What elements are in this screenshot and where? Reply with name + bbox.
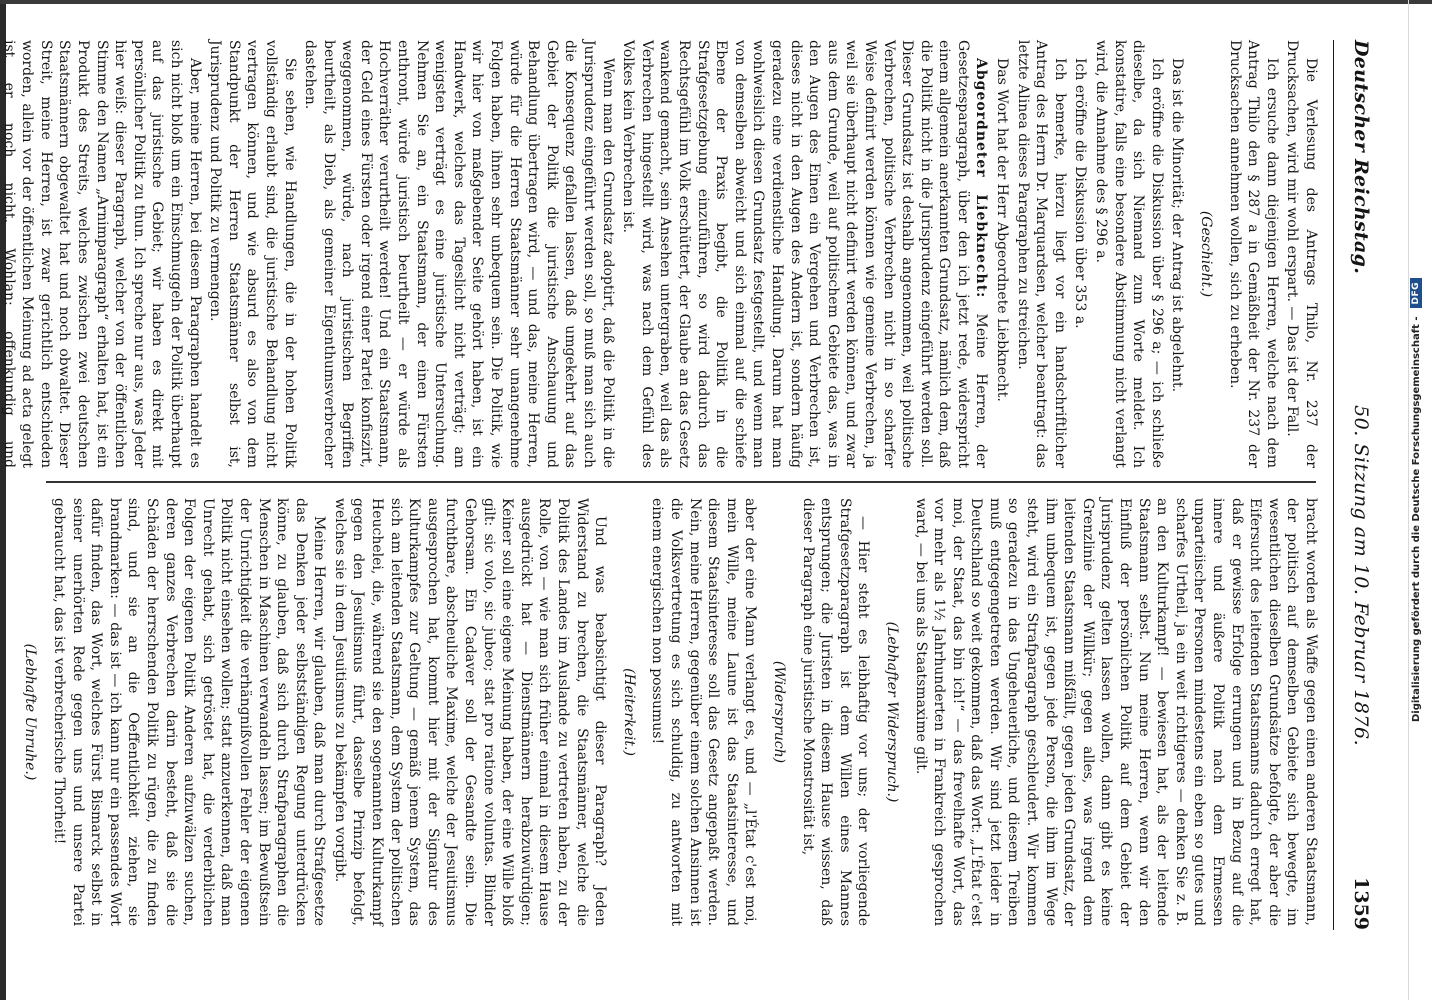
paragraph: Meine Herren, wir glauben, daß man durch Strafgesetze das Denken jeder selbstständigen Regung unterdrücken könne, zu glauben, daß sich durch Strafparagraphen die Menschen in Maschinen verwandeln lassen; im Bewußtsein der Unrichtigkeit die verhängnißvollen Fehler der eigenen Politik nicht einsehen wollen; statt anzuerkennen, daß man Unrecht gehabt, sich getröstet hat, die verderblichen Folgen der eigenen Politik Anderen aufzuwälzen suchen, deren ganzes Verbrechen darin besteht, daß sie die Schäden der herrschenden Politik zu rügen, die zu finden sind, und sie an die Oeffentlichkeit ziehen, sie brandmarken: — das ist — ich kann nur ein passendes Wort dafür finden, das Wort, welches Fürst Bismarck selbst in seiner unerhörten Rede gegen uns und unsere Partei gebraucht hat, das ist verbrecherische Thorheit!: [51, 498, 328, 926]
paragraph: Aber, meine Herren, bei diesem Paragraphen handelt es sich nicht bloß um ein Einschmuggeln der Politik überhaupt auf das juristische Gebiet; wir haben es direkt mit persönlicher Politik zu thun. Ich spreche nur aus, was Jeder hier weiß: dieser Paragraph, welcher von der öffentlichen Stimme den Namen „Arnimparagraph“ erhalten hat, ist ein Produkt des Streits, welches zwischen zwei deutschen Staatsmännern obgewaltet hat und noch obwaltet. Dieser Streit, meine Herren, ist zwar gerichtlich entschieden worden, allein vor der öffentlichen Meinung ad acta gelegt ist er noch nicht. Wohlan: offenkundig und: [0, 40, 203, 468]
stage-direction: (Widerspruch): [770, 660, 787, 764]
column-divider: [46, 481, 1316, 483]
paragraph: bracht worden als Waffe gegen einen anderen Staatsmann, der politisch auf demselben Gebiete sich bewegte, im wesentlichen dieselben Grundsätze befolgte, der aber die Eifersucht des leitenden Staatsmanns dadurch erregt hat, daß er gewisse Erfolge errungen und in Bezug auf die innere und äußere Politik nach dem Ermessen unparteiischer Personen mindestens ein eben so gutes und scharfes Urtheil, ja ein weit richtigeres — denken Sie z. B. an den Kulturkampf! — bewiesen hat, als der leitende Staatsmann selbst. Nun meine Herren, wenn wir den Einfluß der persönlichen Politik auf dem Gebiet der Jurisprudenz gelten lassen wollen, dann gibt es keine Grenzlinie der Willkür; gegen alles, was irgend dem leitenden Staatsmann mißfällt, gegen jeden Grundsatz, der ihm unbequem ist, gegen jede Person, die ihm im Wege steht, wird ein Strafparagraph geschleudert. Wir kommen so geradezu in das Ungeheuerliche, und diesem Treiben muß entgegengetreten werden. Wir sind jetzt leider in Deutschland so weit gekommen, daß das Wort: „L'État c'est moi, der Staat, das bin ich!“ — das frevelhafte Wort, das vor mehr als 1½ Jahrhunderten in Frankreich gesprochen ward, — bei uns als Staatsmaxime gilt.: [912, 498, 1319, 926]
text-column-left: [0, 40, 1320, 468]
stage-direction: (Lebhafter Widerspruch.): [883, 621, 900, 803]
paragraph: Das ist die Minorität; der Antrag ist abgelehnt.: [1169, 58, 1186, 393]
dfg-logo: DFG: [1410, 278, 1422, 309]
paragraph: Wenn man den Grundsatz adoptirt, daß die Politik in die Jurisprudenz eingeführt werden soll, so muß man sich auch die Konsequenz gefallen lassen, daß umgekehrt auf das Gebiet der Politik die juristische Anschauung und Behandlung übertragen wird, — und das, meine Herren, würde für die Herren Staatsmänner sehr unangenehme Folgen haben, ihnen sehr unbequem sein. Die Politik, wie wir hier von maßgebender Seite gehört haben, ist ein Handwerk, welches das Tageslicht nicht verträgt; am wenigsten verträgt es eine juristische Untersuchung. Nehmen Sie an, ein Staatsmann, der einen Fürsten enthront, würde juristisch beurtheilt — er würde als Hochverräther verurtheilt werden! Und ein Staatsmann, der Geld eines Fürsten oder irgend einer Partei konfiszirt, weggenommen, würde, nach juristischen Begriffen beurtheilt, als Dieb, als gemeiner Eigenthumsverbrecher dastehen.: [302, 40, 616, 468]
speech-text: Meine Herren, der Gesetzesparagraph, über den ich jetzt rede, widerspricht einem allgemein anerkannten Grundsatz, nämlich dem, daß die Politik nicht in die Jurisprudenz eingeführt werden soll. Dieser Grundsatz ist deshalb angenommen, weil politische Verbrechen, politische Verbrechen nicht in so scharfer Weise definirt werden können wie gemeine Verbrechen, ja weil sie überhaupt nicht definirt werden können, und zwar aus dem Grunde, weil auf politischem Gebiete das, was in den Augen des Einen ein Vergehen und Verbrechen ist, dieses nicht in den Augen des Andern ist, sondern häufig geradezu eine verdienstliche Handlung. Darum hat man wohlweislich diesen Grundsatz festgestellt, und wenn man von demselben abweicht und sich einmal auf die schiefe Ebene der Praxis begibt, die Politik in die Strafgesetzgebung einzuführen, so wird dadurch das Rechtsgefühl im Volk erschüttert, der Glaube an das Gesetz wankend gemacht, sein Ansehen untergraben, weil das als Verbrechen hingestellt wird, was nach dem Gefühl des Volkes kein Verbrechen ist.: [620, 40, 990, 468]
paragraph: Ich ersuche dann diejenigen Herren, welche nach dem Antrag Thilo den § 287 a in Gemäßheit der Nr. 237 der Drucksachen annehmen wollen, sich zu erheben.: [1226, 40, 1280, 468]
credit-text: Digitalisierung gefördert durch die Deutsche Forschungsgemeinschaft -: [1410, 316, 1422, 723]
speaker-name: Abgeordneter Liebknecht:: [973, 58, 990, 299]
text-column-right: [22, 498, 1320, 926]
page-edge-right: [1408, 0, 1409, 1000]
paragraph: Die Verlesung des Antrags Thilo, Nr. 237 der Drucksachen, wird mir wohl erspart. — Das ist der Fall.: [1284, 40, 1319, 468]
page-number: 1359: [1350, 877, 1372, 930]
paragraph: Ich bemerke, hierzu liegt vor ein handschriftlicher Antrag des Herrn Dr. Marquardsen, welcher beantragt: das letzte Alinea dieses Paragraphen zu streichen.: [1014, 40, 1068, 468]
speech-paragraph: [619, 40, 991, 468]
paragraph: Und was beabsichtigt dieser Paragraph? Jeden Widerstand zu brechen, die Staatsmänner, welche die Politik des Landes im Auslande zu vertreten haben, zu der Rolle, von — wie man sich früher einmal in diesem Hause ausgedrückt hat — Dienstmännern herabzuwürdigen; Keiner soll eine eigene Meinung haben, der eine Wille bloß gilt: sic volo, sic jubeo; stat pro ratione voluntas. Blinder Gehorsam. Ein Cadaver soll der Gesandte sein. Die furchtbare, abscheuliche Maxime, welche der Jesuitismus ausgesprochen hat, kommt hier mit der Signatur des Kulturkampfes zur Geltung — gemäß jenem System, das sich am leitenden Staatsmann, dem System der politischen Heuchelei, die, während sie den sogenannten Kulturkampf gegen den Jesuitismus führt, dasselbe Prinzip befolgt, welches sie in dem Jesuitismus zu bekämpfen vorgibt.: [331, 498, 609, 926]
digitization-credit: [1410, 278, 1422, 722]
paragraph: Ich eröffne die Diskussion über 353 a.: [1072, 58, 1089, 329]
stage-direction: (Geschieht.): [1198, 210, 1215, 298]
paragraph: Das Wort hat der Herr Abgeordnete Liebknecht.: [994, 58, 1011, 402]
running-header: [1333, 40, 1372, 930]
header-session: 50. Sitzung am 10. Februar 1876.: [1350, 405, 1372, 747]
stage-direction: (Heiterkeit.): [620, 668, 637, 756]
paragraph: — Hier steht es leibhaftig vor uns; der vorliegende Strafgesetzparagraph ist dem Willen eines Mannes entsprungen; die Juristen in diesem Hause wissen, daß dieser Paragraph eine juristische Monstrosität ist,: [799, 498, 872, 926]
stage-direction: (Lebhafte Unruhe.): [22, 643, 39, 781]
paragraph: aber der eine Mann verlangt es, und — „l'État c'est moi, mein Wille, meine Laune ist das Staatsinteresse, und diesem Staatsinteresse soll das Gesetz angepaßt werden. Nein, meine Herren, gegenüber einem solchen Ansinnen ist die Volksvertretung es sich schuldig, zu antworten mit einem energischen non possumus!: [649, 498, 759, 926]
paragraph: Sie sehen, wie Handlungen, die in der hohen Politik vollständig erlaubt sind, die juristische Behandlung nicht vertragen können, und wie absurd es also von dem Standpunkt der Herren Staatsmänner selbst ist, Jurisprudenz und Politik zu vermengen.: [207, 40, 298, 468]
header-publication: Deutscher Reichstag.: [1350, 40, 1372, 275]
paragraph: Ich eröffne die Diskussion über § 296 a; — ich schließe dieselbe, da sich Niemand zum Worte meldet. Ich konstatire, falls eine besondere Abstimmung nicht verlangt wird, die Annahme des § 296 a.: [1093, 40, 1165, 468]
